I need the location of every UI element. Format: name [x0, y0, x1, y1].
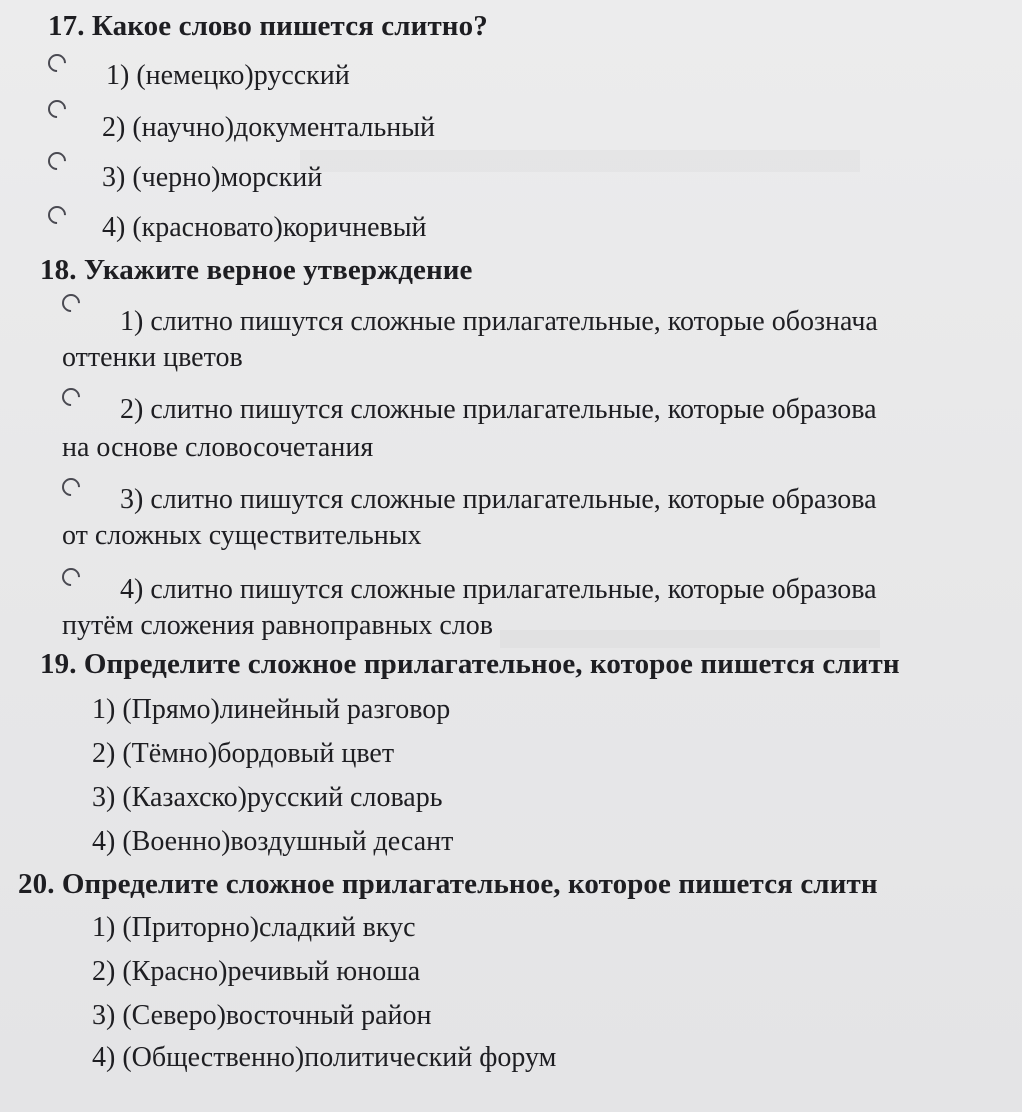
question-20-option-4[interactable]: 4) (Общественно)политический форум: [92, 1042, 557, 1073]
question-18-option-2-continuation: на основе словосочетания: [62, 432, 374, 463]
question-19-option-3[interactable]: 3) (Казахско)русский словарь: [92, 782, 443, 813]
question-20-option-1[interactable]: 1) (Приторно)сладкий вкус: [92, 912, 416, 943]
question-18-title: 18. Укажите верное утверждение: [40, 254, 473, 286]
question-18-option-1-continuation: оттенки цветов: [62, 342, 243, 373]
radio-button-icon[interactable]: [44, 202, 69, 227]
question-19-title: 19. Определите сложное прилагательное, которое пишется слитн: [40, 648, 900, 680]
question-17-title: 17. Какое слово пишется слитно?: [48, 10, 488, 42]
radio-button-icon[interactable]: [58, 384, 83, 409]
radio-button-icon[interactable]: [44, 50, 69, 75]
radio-button-icon[interactable]: [58, 474, 83, 499]
question-20-title: 20. Определите сложное прилагательное, которое пишется слитн: [18, 868, 878, 900]
question-18-option-4[interactable]: 4) слитно пишутся сложные прилагательные, которые образова: [62, 564, 877, 608]
question-18-option-2[interactable]: 2) слитно пишутся сложные прилагательные, которые образова: [62, 384, 877, 428]
question-19-option-4[interactable]: 4) (Военно)воздушный десант: [92, 826, 454, 857]
radio-button-icon[interactable]: [58, 564, 83, 589]
question-17-option-3[interactable]: 3) (черно)морский: [48, 150, 322, 196]
bleed-through-mark: [300, 150, 860, 172]
question-19-option-1[interactable]: 1) (Прямо)линейный разговор: [92, 694, 451, 725]
bleed-through-mark: [500, 630, 880, 648]
question-18-option-3[interactable]: 3) слитно пишутся сложные прилагательные, которые образова: [62, 474, 877, 518]
question-18-option-3-continuation: от сложных существительных: [62, 520, 422, 551]
question-18-option-1[interactable]: 1) слитно пишутся сложные прилагательные, которые обознача: [62, 290, 878, 340]
question-20-option-3[interactable]: 3) (Северо)восточный район: [92, 1000, 432, 1031]
question-20-option-2[interactable]: 2) (Красно)речивый юноша: [92, 956, 421, 987]
radio-button-icon[interactable]: [44, 96, 69, 121]
radio-button-icon[interactable]: [58, 290, 83, 315]
question-17-option-4[interactable]: 4) (красновато)коричневый: [48, 202, 427, 246]
question-18-option-4-continuation: путём сложения равноправных слов: [62, 610, 494, 641]
question-17-option-2[interactable]: 2) (научно)документальный: [48, 98, 435, 146]
question-17-option-1[interactable]: 1) (немецко)русский: [48, 52, 350, 94]
question-19-option-2[interactable]: 2) (Тёмно)бордовый цвет: [92, 738, 395, 769]
radio-button-icon[interactable]: [44, 148, 69, 173]
